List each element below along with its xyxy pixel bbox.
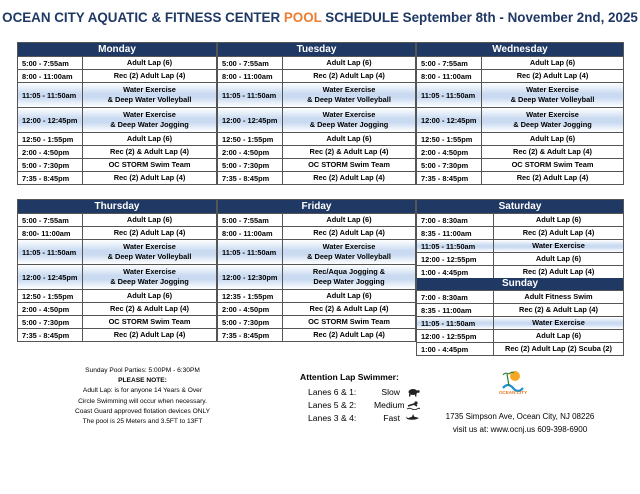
- schedule-row: [218, 264, 415, 289]
- lane-speed: Medium: [374, 399, 405, 410]
- schedule-row: [218, 145, 415, 158]
- activity-cell: Rec (2) Adult Lap (2) Scuba (2): [505, 344, 612, 353]
- schedule-row: [218, 213, 415, 226]
- schedule-row: [417, 82, 623, 107]
- time-slot: 2:00 - 4:50pm: [18, 303, 83, 315]
- lane-speed: Fast: [383, 412, 400, 423]
- schedule-row: [218, 107, 415, 132]
- lane-numbers: Lanes 3 & 4:: [308, 412, 357, 423]
- time-slot: 12:50 - 1:55pm: [18, 290, 83, 302]
- activity-line: Water Exercise: [123, 110, 176, 119]
- saturday-header: Saturday: [417, 200, 623, 213]
- saturday-sunday-schedule: [416, 199, 624, 356]
- time-slot: 7:35 - 8:45pm: [18, 329, 83, 341]
- time-slot: 11:05 - 11:50am: [218, 83, 283, 107]
- schedule-row: [218, 132, 415, 145]
- shark-icon: [406, 413, 420, 423]
- activity-cell: Rec (2) Adult Lap (4): [113, 330, 186, 339]
- schedule-row: [417, 226, 623, 239]
- schedule-row: [18, 328, 216, 341]
- schedule-row: [18, 226, 216, 239]
- time-slot: 12:00 - 12:45pm: [417, 108, 482, 132]
- time-slot: 11:05 - 11:50am: [417, 240, 494, 252]
- schedule-row: [417, 213, 623, 226]
- activity-cell: [482, 83, 623, 107]
- activity-line: Water Exercise: [123, 85, 176, 94]
- friday-schedule: [217, 199, 416, 342]
- time-slot: 5:00 - 7:55am: [18, 57, 83, 69]
- contact-info: [420, 410, 620, 436]
- activity-line: & Deep Water Volleyball: [307, 252, 391, 261]
- time-slot: 12:00 - 12:55pm: [417, 330, 494, 342]
- turtle-icon: [406, 387, 420, 397]
- time-slot: 12:50 - 1:55pm: [18, 133, 83, 145]
- activity-cell: OC STORM Swim Team: [308, 160, 390, 169]
- schedule-row: [417, 132, 623, 145]
- schedule-row: [218, 158, 415, 171]
- activity-cell: Rec (2) & Adult Lap (4): [110, 304, 189, 313]
- activity-line: Rec/Aqua Jogging &: [312, 267, 386, 276]
- schedule-row: [218, 302, 415, 315]
- lane-numbers: Lanes 5 & 2:: [308, 399, 357, 410]
- time-slot: 8:00 - 11:00am: [218, 227, 283, 239]
- activity-cell: Rec (2) & Adult Lap (4): [309, 304, 389, 313]
- time-slot: 1:00 - 4:45pm: [417, 266, 494, 278]
- activity-line: Water Exercise: [322, 242, 376, 251]
- schedule-row: [417, 316, 623, 329]
- title-text: OCEAN CITY AQUATIC & FITNESS CENTER: [2, 10, 284, 25]
- activity-line: & Deep Water Volleyball: [510, 95, 595, 104]
- time-slot: 7:35 - 8:45pm: [18, 172, 83, 184]
- time-slot: 5:00 - 7:30pm: [18, 316, 83, 328]
- activity-cell: Rec (2) Adult Lap (4): [113, 71, 186, 80]
- schedule-row: [417, 171, 623, 184]
- activity-line: & Deep Water Jogging: [110, 120, 189, 129]
- time-slot: 11:05 - 11:50am: [218, 240, 283, 264]
- activity-cell: Rec (2) & Adult Lap (4): [309, 147, 389, 156]
- schedule-row: [417, 107, 623, 132]
- activity-line: Water Exercise: [322, 110, 376, 119]
- time-slot: 8:35 - 11:00am: [417, 227, 494, 239]
- schedule-row: [218, 69, 415, 82]
- activity-cell: Adult Lap (6): [126, 291, 173, 300]
- activity-cell: Water Exercise: [494, 317, 623, 329]
- please-note-heading: PLEASE NOTE:: [118, 377, 167, 385]
- schedule-row: [18, 69, 216, 82]
- schedule-row: [218, 239, 415, 264]
- activity-cell: Rec (2) & Adult Lap (4): [513, 147, 592, 156]
- activity-cell: Rec (2) Adult Lap (4): [113, 173, 186, 182]
- activity-cell: Rec (2) Adult Lap (4): [313, 173, 385, 182]
- activity-line: & Deep Water Volleyball: [107, 95, 192, 104]
- tuesday-schedule: [217, 42, 416, 185]
- activity-cell: Rec (2) Adult Lap (4): [516, 173, 589, 182]
- time-slot: 11:05 - 11:50am: [18, 240, 83, 264]
- schedule-row: [417, 239, 623, 252]
- lane-guide-heading: Attention Lap Swimmer:: [300, 372, 399, 382]
- time-slot: 7:35 - 8:45pm: [417, 172, 482, 184]
- activity-cell: Rec (2) Adult Lap (4): [522, 267, 595, 276]
- activity-cell: Rec (2) Adult Lap (4): [313, 71, 385, 80]
- flotation-note: Coast Guard approved flotation devices ONLY: [74, 407, 211, 415]
- schedule-row: [218, 226, 415, 239]
- time-slot: 12:50 - 1:55pm: [218, 133, 283, 145]
- schedule-row: [18, 171, 216, 184]
- schedule-row: [18, 239, 216, 264]
- activity-cell: OC STORM Swim Team: [108, 317, 191, 326]
- schedule-row: [18, 264, 216, 289]
- pool-notes: [60, 366, 225, 427]
- time-slot: 2:00 - 4:50pm: [417, 146, 482, 158]
- activity-cell: Adult Lap (6): [535, 254, 582, 263]
- activity-cell: Rec (2) & Adult Lap (4): [110, 147, 189, 156]
- schedule-row: [18, 158, 216, 171]
- schedule-row: [18, 56, 216, 69]
- activity-cell: Adult Lap (6): [126, 134, 173, 143]
- tuesday-header: Tuesday: [218, 43, 415, 56]
- time-slot: 8:00 - 11:00am: [18, 70, 83, 82]
- time-slot: 2:00 - 4:50pm: [218, 303, 283, 315]
- schedule-row: [417, 265, 623, 278]
- time-slot: 11:05 - 11:50am: [18, 83, 83, 107]
- activity-cell: Adult Lap (6): [529, 58, 576, 67]
- address-line: 1735 Simpson Ave, Ocean City, NJ 08226: [445, 412, 595, 421]
- lane-speed: Slow: [381, 386, 400, 397]
- schedule-row: [417, 158, 623, 171]
- time-slot: 12:35 - 1:55pm: [218, 290, 283, 302]
- pool-parties-note: Sunday Pool Parties: 5:00PM - 6:30PM: [85, 367, 200, 374]
- schedule-row: [18, 302, 216, 315]
- logo-text: OCEAN CITY: [498, 390, 528, 395]
- schedule-row: [218, 315, 415, 328]
- wednesday-header: Wednesday: [417, 43, 623, 56]
- schedule-row: [417, 329, 623, 342]
- activity-line: & Deep Water Jogging: [110, 277, 189, 286]
- schedule-row: [18, 132, 216, 145]
- schedule-row: [218, 171, 415, 184]
- time-slot: 5:00 - 7:55am: [417, 57, 482, 69]
- time-slot: 5:00 - 7:30pm: [18, 159, 83, 171]
- activity-line: Water Exercise: [526, 85, 579, 94]
- activity-cell: [482, 108, 623, 132]
- swimmer-icon: [406, 400, 420, 410]
- time-slot: 8:00 - 11:00am: [417, 70, 482, 82]
- schedule-row: [218, 56, 415, 69]
- activity-cell: Rec (2) Adult Lap (4): [313, 228, 385, 237]
- time-slot: 5:00 - 7:55am: [218, 57, 283, 69]
- thursday-schedule: [17, 199, 217, 342]
- activity-cell: Adult Lap (6): [326, 134, 372, 143]
- activity-cell: Rec (2) Adult Lap (4): [313, 330, 385, 339]
- activity-line: & Deep Water Jogging: [513, 120, 592, 129]
- schedule-row: [417, 342, 623, 355]
- schedule-row: [18, 213, 216, 226]
- time-slot: 1:00 - 4:45pm: [417, 343, 494, 355]
- time-slot: 12:00 - 12:45pm: [18, 108, 83, 132]
- lane-numbers: Lanes 6 & 1:: [308, 386, 357, 397]
- website-phone-line[interactable]: visit us at: www.ocnj.us 609-398-6900: [452, 425, 588, 434]
- time-slot: 2:00 - 4:50pm: [18, 146, 83, 158]
- activity-cell: Adult Lap (6): [126, 215, 173, 224]
- schedule-row: [417, 252, 623, 265]
- friday-header: Friday: [218, 200, 415, 213]
- time-slot: 12:00 - 12:30pm: [218, 265, 283, 289]
- activity-cell: Adult Lap (6): [535, 331, 582, 340]
- time-slot: 8:00- 11:00am: [18, 227, 83, 239]
- activity-line: & Deep Water Jogging: [309, 120, 389, 129]
- schedule-row: [18, 82, 216, 107]
- schedule-row: [18, 289, 216, 302]
- schedule-row: [218, 82, 415, 107]
- time-slot: 11:05 - 11:50am: [417, 83, 482, 107]
- activity-cell: Adult Lap (6): [326, 291, 372, 300]
- page-title: [0, 10, 640, 25]
- activity-cell: [83, 240, 216, 264]
- activity-line: Water Exercise: [123, 267, 176, 276]
- activity-cell: Rec (2) & Adult Lap (4): [519, 305, 598, 314]
- wednesday-schedule: [416, 42, 624, 185]
- time-slot: 5:00 - 7:30pm: [218, 316, 283, 328]
- schedule-row: [18, 315, 216, 328]
- activity-cell: [83, 265, 216, 289]
- schedule-row: [417, 290, 623, 303]
- time-slot: 12:00 - 12:55pm: [417, 253, 494, 265]
- activity-cell: OC STORM Swim Team: [108, 160, 191, 169]
- schedule-row: [417, 303, 623, 316]
- time-slot: 8:35 - 11:00am: [417, 304, 494, 316]
- thursday-header: Thursday: [18, 200, 216, 213]
- time-slot: 7:00 - 8:30am: [417, 214, 494, 226]
- schedule-row: [417, 56, 623, 69]
- time-slot: 5:00 - 7:55am: [18, 214, 83, 226]
- schedule-row: [18, 145, 216, 158]
- schedule-row: [218, 289, 415, 302]
- circle-swimming-note: Circle Swimming will occur when necessary.: [78, 397, 207, 405]
- activity-cell: [83, 83, 216, 107]
- time-slot: 2:00 - 4:50pm: [218, 146, 283, 158]
- time-slot: 7:35 - 8:45pm: [218, 172, 283, 184]
- activity-cell: Adult Lap (6): [535, 215, 582, 224]
- title-pool-word: POOL: [283, 10, 322, 25]
- pool-depth-note: The pool is 25 Meters and 3.5FT to 13FT: [82, 418, 203, 426]
- activity-cell: Adult Fitness Swim: [524, 292, 593, 301]
- activity-cell: Adult Lap (6): [326, 215, 372, 224]
- time-slot: 5:00 - 7:30pm: [218, 159, 283, 171]
- activity-cell: Adult Lap (6): [326, 58, 372, 67]
- title-dates: SCHEDULE September 8th - November 2nd, 2025: [321, 10, 638, 25]
- activity-cell: Rec (2) Adult Lap (4): [516, 71, 589, 80]
- activity-cell: [283, 83, 415, 107]
- sunday-header: Sunday: [417, 278, 623, 290]
- time-slot: 12:50 - 1:55pm: [417, 133, 482, 145]
- activity-cell: Rec (2) Adult Lap (4): [522, 228, 595, 237]
- time-slot: 8:00 - 11:00am: [218, 70, 283, 82]
- activity-cell: Adult Lap (6): [126, 58, 173, 67]
- activity-cell: Adult Lap (6): [529, 134, 576, 143]
- time-slot: 5:00 - 7:30pm: [417, 159, 482, 171]
- time-slot: 12:00 - 12:45pm: [18, 265, 83, 289]
- schedule-row: [417, 145, 623, 158]
- activity-cell: Rec (2) Adult Lap (4): [113, 228, 186, 237]
- time-slot: 12:00 - 12:45pm: [218, 108, 283, 132]
- time-slot: 7:35 - 8:45pm: [218, 329, 283, 341]
- activity-line: Water Exercise: [322, 85, 376, 94]
- lane-row-slow: [300, 385, 420, 398]
- schedule-row: [218, 328, 415, 341]
- time-slot: 5:00 - 7:55am: [218, 214, 283, 226]
- adult-lap-note: Adult Lap: is for anyone 14 Years & Over: [82, 387, 203, 395]
- schedule-row: [18, 107, 216, 132]
- activity-line: Deep Water Jogging: [313, 277, 385, 286]
- monday-schedule: [17, 42, 217, 185]
- activity-cell: OC STORM Swim Team: [308, 317, 390, 326]
- schedule-row: [417, 69, 623, 82]
- activity-line: & Deep Water Volleyball: [107, 252, 192, 261]
- activity-line: Water Exercise: [123, 242, 176, 251]
- activity-cell: Water Exercise: [494, 240, 623, 252]
- lane-row-medium: [300, 398, 420, 411]
- activity-line: & Deep Water Volleyball: [307, 95, 391, 104]
- time-slot: 7:00 - 8:30am: [417, 291, 494, 303]
- activity-cell: [283, 108, 415, 132]
- activity-cell: [83, 108, 216, 132]
- activity-line: Water Exercise: [526, 110, 579, 119]
- lane-guide: [300, 372, 420, 424]
- activity-cell: [283, 265, 415, 289]
- lane-row-fast: [300, 411, 420, 424]
- activity-cell: [283, 240, 415, 264]
- activity-cell: OC STORM Swim Team: [511, 160, 594, 169]
- monday-header: Monday: [18, 43, 216, 56]
- time-slot: 11:05 - 11:50am: [417, 317, 494, 329]
